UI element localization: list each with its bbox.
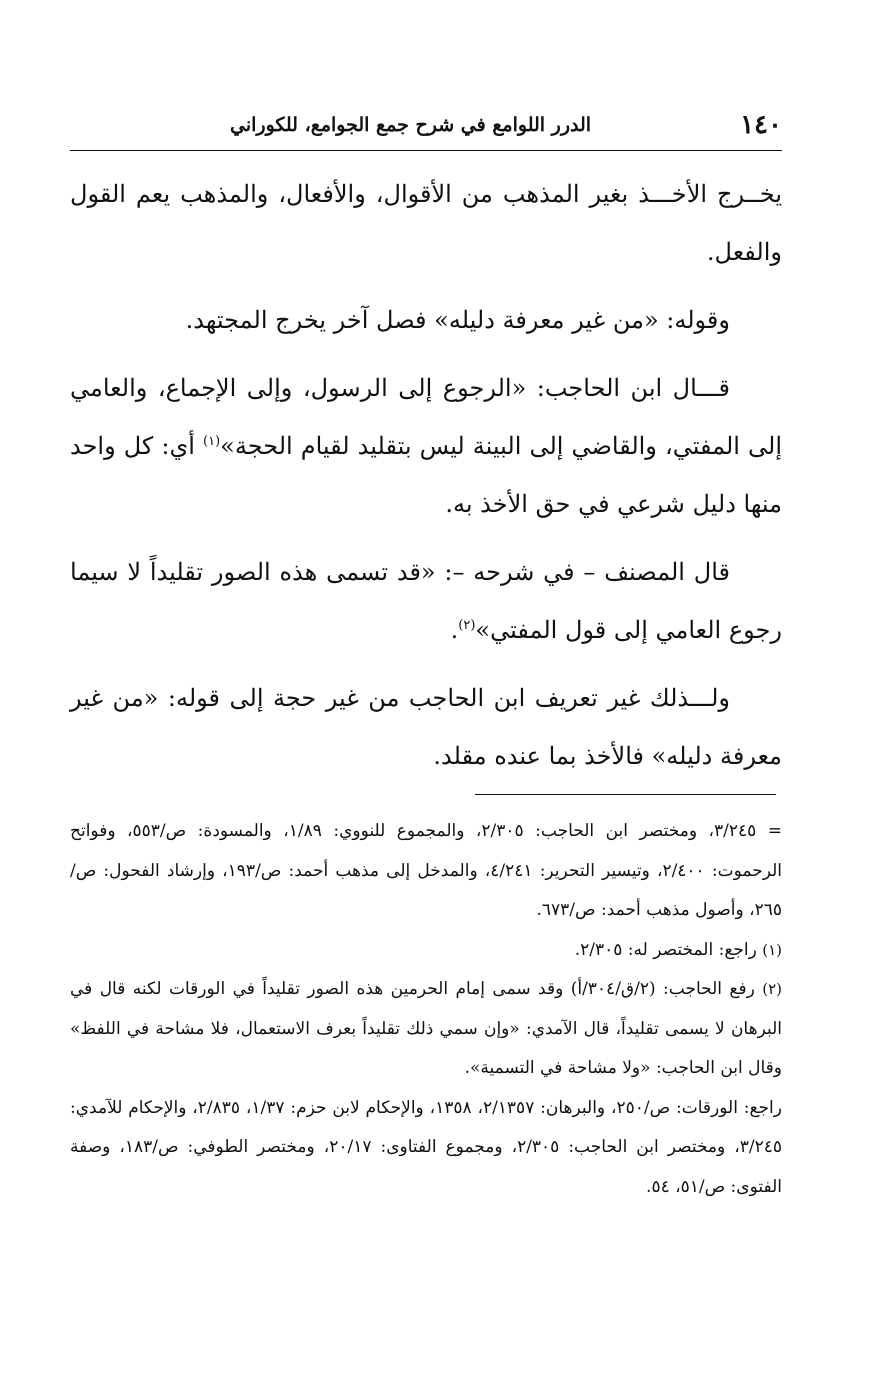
page-header [70,108,782,148]
footnote-1-mark: (١) [762,940,782,959]
footnote-2-mark: (٢) [762,980,782,998]
footnote-1-text: راجع: المختصر له: ٢/٣٠٥. [574,939,763,960]
paragraph-4 [70,543,782,659]
footnote-divider [475,794,776,795]
paragraph-4-tail: . [450,616,459,644]
paragraph-5: ولـــذلك غير تعريف ابن الحاجب من غير حجة إلى قوله: «من غير معرفة دليله» فالأخذ بما عنده مقلد. [70,684,782,770]
paragraph-4-text: قال المصنف – في شرحه –: «قد تسمى هذه الصور تقليداً لا سيما رجوع العامي إلى قول المفتي» [70,558,782,644]
footnote-2-references: راجع: الورقات: ص/٢٥٠، والبرهان: ٢/١٣٥٧، ١٣٥٨، والإحكام لابن حزم: ١/٣٧، ٢/٨٣٥، والإحكام للآمدي: ٣/٢٤٥، ومختصر ابن الحاجب: ٢/٣٠٥، ومجموع الفتاوى: ٢٠/١٧، ومختصر الطوفي: ص/١٨٣، وصفة الفتوى: ص/٥١، ٥٤. [70,1097,782,1197]
footnote-2 [70,970,782,1089]
paragraph-3-tail: أي: كل واحد منها دليل شرعي في حق الأخذ به. [70,432,782,518]
footnote-ref-2[interactable]: (٢) [458,618,476,633]
footnote-continuation: = ٣/٢٤٥، ومختصر ابن الحاجب: ٢/٣٠٥، والمجموع للنووي: ١/٨٩، والمسودة: ص/٥٥٣، وفواتح الرحموت: ٢/٤٠٠، وتيسير التحرير: ٤/٢٤١، والمدخل إلى مذهب أحمد: ص/١٩٣، وإرشاد الفحول: ص/٢٦٥، وأصول مذهب أحمد: ص/٦٧٣. [70,821,782,920]
paragraph-2: وقوله: «من غير معرفة دليله» فصل آخر يخرج المجتهد. [185,306,730,334]
footnote-2-text: رفع الحاجب: (٢/ق/٣٠٤/أ) وقد سمى إمام الحرمين هذه الصور تقليداً في الورقات لكنه قال في البرهان لا يسمى تقليداً، قال الآمدي: «وإن سمي ذلك تقليداً بعرف الاستعمال، فلا مشاحة في اللفظ» وقال ابن الحاجب: «ولا مشاحة في التسمية». [70,979,782,1078]
footnote-1 [70,931,782,971]
paragraph-3 [70,359,782,533]
footnotes-section [70,812,782,1207]
page-number: ١٤٠ [740,110,782,140]
footnote-ref-1[interactable]: (١) [203,434,221,449]
main-text [70,165,782,795]
header-divider [70,150,782,151]
paragraph-3-text: قـــال ابن الحاجب: «الرجوع إلى الرسول، وإلى الإجماع، والعامي إلى المفتي، والقاضي إلى البينة ليس بتقليد لقيام الحجة» [70,374,783,460]
paragraph-1: يخــرج الأخـــذ بغير المذهب من الأقوال، والأفعال، والمذهب يعم القول والفعل. [70,180,782,266]
running-title: الدرر اللوامع في شرح جمع الجوامع، للكوراني [230,114,592,136]
